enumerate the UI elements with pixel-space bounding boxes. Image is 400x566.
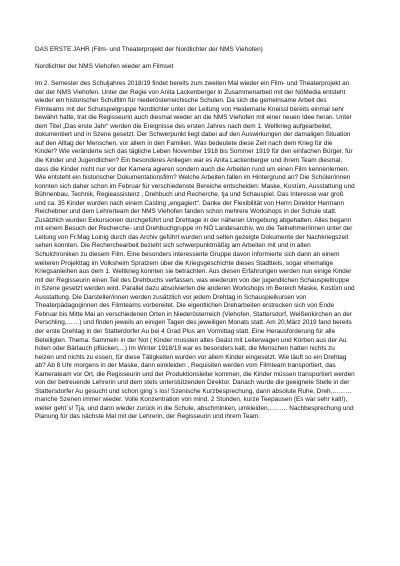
document-content (35, 46, 355, 422)
spacer (35, 72, 355, 81)
document-body: Im 2. Semester des Schuljahres 2018/19 findet bereits zum zweiten Mal wieder ein Film- und Theaterprojekt an der der NMS Viehofen. Unter der Regie von Anita Lackenberger in Zusammenarbeit mit der NöMedia entsteht wieder ein historischer Schulfilm für niederösterreichische Schulen. Da sich die gemeinsame Arbeit des Filmteams mit der Schulspielgruppe Nordlichter unter der Leitung von Heidemarie Kneissl bereits einmal sehr bewährt hatte, trat die Regisseurin auch diesmal wieder an die NMS Viehofen mit einer neuen Idee heran. Unter dem Titel „Das erste Jahr“ werden die Ereignisse des ersten Jahres nach dem 1. Weltkrieg aufgearbeitet, dokumentiert und in Szene gesetzt. Der Schwerpunkt liegt dabei auf den Auswirkungen der damaligen Situation auf den Alltag der Menschen, vor allem in den Familien. Was bedeutete diese Zeit nach dem Krieg für die Kinder? Wie veränderte sich das tägliche Leben November 1918 bis Sommer 1919 für den einfachen Bürger, für die Kinder und Jugendlichen? Ein besonderes Anliegen war es Anita Lackenberger und ihrem Team diesmal, dass die Kinder nicht nur vor der Kamera agieren sondern auch die Arbeiten rund um einen Film kennenlernen. Wie entsteht ein historischer Dokumentationsfilm? Welche Arbeiten fallen im Hintergrund an? Die Schüler/innen konnten sich daher schon im Februar für verschiedenste Bereiche entscheiden: Maske, Kostüm, Ausstattung und Bühnenbau, Technik, Regieassistenz , Drehbuch und Recherche, tja und Schauspiel. Das Interesse war groß und ca. 35 Kinder wurden nach einem Casting „engagiert“. Danke der Flexibilität von Herrn Direktor Hermann Reichebner und dem Lehrerteam der NMS Viehofen fanden schon mehrere Workshops in der Schule statt. Zusätzlich wurden Exkursionen durchgeführt und Drehtage in der näheren Umgebung abgehalten. Alles begann mit einem Besuch der Recherche- und Drehbuchgruppe im NÖ Landesarchiv, wo die Teilnehmer/innen unter der Leitung von Fr.Mag Loinig durch das Archiv geführt wurden und selten gezeigte Dokumente der Nachkriegszeit sehen konnten. Die Recherchearbeit bezieht sich schwerpunktmäßig am Arbeiten mit und in alten Schulchroniken zu diesem Film. Eine besonders interessierte Gruppe davon informierte sich dann an einem weiteren Projekttag im Volksheim Spratzern über die Kriegsgeschichte dieses Stadtteils, sogar ehemalige Kriegsanleihen aus dem 1. Weltkrieg konnten sie betrachten. Aus diesen Erfahrungen werden nun einige Kinder mit der Regisseurin einen Teil des Drehbuchs verfassen, was wiederum von der jugendlichen Schauspieltruppe in Szene gesetzt werden wird. Parallel dazu absolvierten die anderen Workshops im Bereich Maske, Kostüm und Ausstattung. Die Darsteller/innen werden zusätzlich vor jedem Drehtag in Schauspielkursen von Theaterpädagoginnen des Filmteams vorbereitet. Die eigentlichen Dreharbeiten erstrecken sich von Ende Februar bis Mitte Mai an verschiedenen Orten in Niederösterreich (Viehofen, Stattersdorf, Weißenkirchen an der Perschling,……) und finden jeweils an einigen Tagen des jeweiligen Monats statt. Am 20.März 2019 fand bereits der erste Drehtag in der Statterdorfer Au bei 4 Grad Plus am Vormittag statt. Eine Herausforderung für alle Beteiligten. Thema: Sammeln in der Not ( Kinder mussten altes Geäst mit Leiterwagen und Körben aus der Au holen oder Bärlauch pflücken,...) Im Winter 1918/19 war es besonders kalt, die Menschen hatten nichts zu heizen und nichts zu essen, für diese Tätigkeiten wurden vor allem Kinder eingesetzt. Wie läuft so ein Drehtag ab? Ab 8 Uhr morgens in der Maske, dann einkleiden , Requisiten werden vom Filmteam transportiert, das Kamerateam vor Ort, die Regisseurin und der Produktionsleiter kommen, die Kinder müssen transportiert werden von der betreuende Lehrerin und dem stets unterstützenden Direktor. Danach wurde die geeignete Stelle in der Stattersdorfer Au gesucht und schon ging´s los! Szenische Kurzbesprechung, dann absolute Ruhe, Dreh,………manche Szenen immer wieder. Volle Konzentration von mind. 2 Stunden, kurze Teepausen (Es war sehr kalt!), weiter geht´s! Tja, und dann wieder zurück in die Schule, abschminken, umkleiden,..……. Nachbesprechung und Planung für das nächste Mal mit der Lehrerin, der Regisseurin und ihrem Team. (35, 80, 355, 421)
spacer (35, 55, 355, 64)
document-subheading: Nordlichter der NMS Viehofen wieder am Filmset (35, 63, 174, 71)
document-heading: DAS ERSTE JAHR (Film- und Theaterprojekt der Nordlichter der NMS Viehofen) (35, 46, 263, 53)
